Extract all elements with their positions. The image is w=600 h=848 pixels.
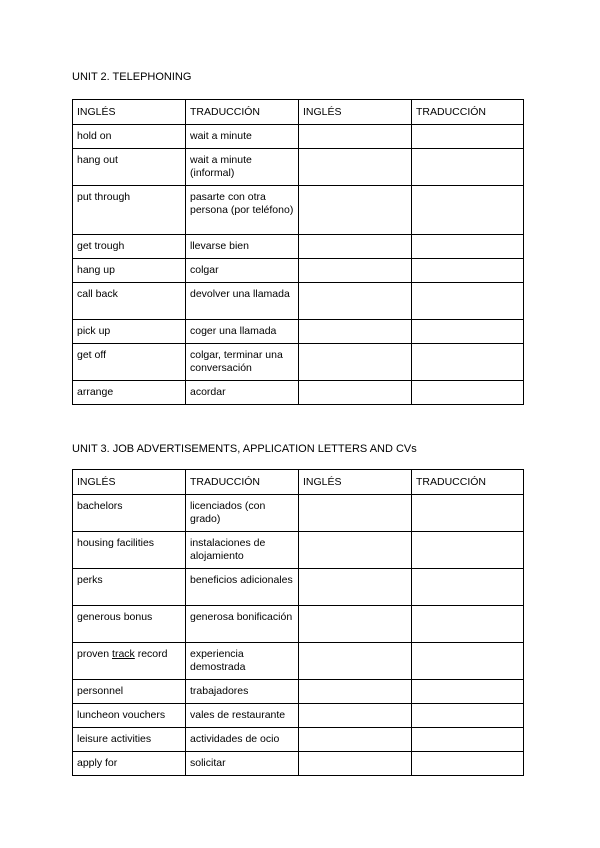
table-row (73, 283, 524, 320)
header-traduccion-2: TRADUCCIÓN (412, 470, 524, 495)
cell-translation-2 (412, 125, 524, 149)
table-row (73, 320, 524, 344)
table-row (73, 704, 524, 728)
cell-english-2 (299, 235, 412, 259)
cell-translation-2 (412, 532, 524, 569)
cell-english: perks (73, 569, 186, 606)
cell-english-2 (299, 606, 412, 643)
cell-english: luncheon vouchers (73, 704, 186, 728)
table-row (73, 235, 524, 259)
cell-english: arrange (73, 381, 186, 405)
header-traduccion: TRADUCCIÓN (186, 470, 299, 495)
term-part: proven (77, 648, 113, 660)
table-row (73, 752, 524, 776)
unit3-title: UNIT 3. JOB ADVERTISEMENTS, APPLICATION LETTERS AND CVs (72, 443, 417, 455)
table-row (73, 381, 524, 405)
table-row (73, 186, 524, 235)
cell-english-2 (299, 680, 412, 704)
cell-english-2 (299, 532, 412, 569)
cell-english-2 (299, 704, 412, 728)
cell-translation-2 (412, 381, 524, 405)
cell-english-2 (299, 149, 412, 186)
cell-english: hold on (73, 125, 186, 149)
cell-english-2 (299, 728, 412, 752)
cell-translation: trabajadores (186, 680, 299, 704)
table-row (73, 344, 524, 381)
cell-english-2 (299, 186, 412, 235)
header-traduccion-2: TRADUCCIÓN (412, 100, 524, 125)
cell-translation: licenciados (con grado) (186, 495, 299, 532)
unit2-title: UNIT 2. TELEPHONING (72, 71, 192, 83)
cell-translation: colgar (186, 259, 299, 283)
cell-english: housing facilities (73, 532, 186, 569)
cell-translation: acordar (186, 381, 299, 405)
cell-english: get off (73, 344, 186, 381)
cell-translation-2 (412, 186, 524, 235)
cell-translation: coger una llamada (186, 320, 299, 344)
cell-english: put through (73, 186, 186, 235)
cell-translation: pasarte con otra persona (por teléfono) (186, 186, 299, 235)
cell-english-2 (299, 643, 412, 680)
cell-translation: generosa bonificación (186, 606, 299, 643)
cell-translation: devolver una llamada (186, 283, 299, 320)
table-row (73, 728, 524, 752)
cell-english: apply for (73, 752, 186, 776)
unit2-vocab-table (72, 99, 524, 405)
term-part: record (134, 648, 168, 660)
cell-english-2 (299, 259, 412, 283)
cell-english-2 (299, 125, 412, 149)
cell-english-2 (299, 283, 412, 320)
cell-translation-2 (412, 235, 524, 259)
table-row (73, 149, 524, 186)
cell-translation-2 (412, 344, 524, 381)
header-ingles-2: INGLÉS (299, 470, 412, 495)
cell-translation: colgar, terminar una conversación (186, 344, 299, 381)
cell-english: leisure activities (73, 728, 186, 752)
cell-translation: instalaciones de alojamiento (186, 532, 299, 569)
table-row (73, 643, 524, 680)
cell-translation: wait a minute (informal) (186, 149, 299, 186)
header-ingles: INGLÉS (73, 100, 186, 125)
cell-translation-2 (412, 320, 524, 344)
cell-translation-2 (412, 643, 524, 680)
cell-english (73, 643, 186, 680)
cell-translation: vales de restaurante (186, 704, 299, 728)
term-underlined-part: track (112, 648, 135, 660)
cell-english: personnel (73, 680, 186, 704)
cell-english: call back (73, 283, 186, 320)
table-row (73, 680, 524, 704)
cell-english-2 (299, 381, 412, 405)
table-row (73, 569, 524, 606)
cell-english-2 (299, 752, 412, 776)
cell-english: bachelors (73, 495, 186, 532)
table-row (73, 125, 524, 149)
cell-english-2 (299, 344, 412, 381)
cell-translation-2 (412, 569, 524, 606)
cell-translation-2 (412, 149, 524, 186)
cell-english: hang out (73, 149, 186, 186)
unit3-vocab-table (72, 469, 524, 776)
cell-translation-2 (412, 495, 524, 532)
table-row (73, 259, 524, 283)
cell-translation: experiencia demostrada (186, 643, 299, 680)
cell-translation: wait a minute (186, 125, 299, 149)
cell-translation: llevarse bien (186, 235, 299, 259)
cell-english: get trough (73, 235, 186, 259)
table-row (73, 606, 524, 643)
cell-translation-2 (412, 259, 524, 283)
cell-english-2 (299, 495, 412, 532)
cell-translation: beneficios adicionales (186, 569, 299, 606)
cell-english-2 (299, 320, 412, 344)
cell-translation-2 (412, 606, 524, 643)
cell-translation-2 (412, 283, 524, 320)
cell-translation-2 (412, 752, 524, 776)
cell-english: generous bonus (73, 606, 186, 643)
cell-translation: solicitar (186, 752, 299, 776)
cell-translation: actividades de ocio (186, 728, 299, 752)
table-row (73, 532, 524, 569)
table-header-row (73, 100, 524, 125)
cell-translation-2 (412, 704, 524, 728)
table-row (73, 495, 524, 532)
header-ingles-2: INGLÉS (299, 100, 412, 125)
cell-english: hang up (73, 259, 186, 283)
cell-translation-2 (412, 680, 524, 704)
table-header-row (73, 470, 524, 495)
header-ingles: INGLÉS (73, 470, 186, 495)
cell-english-2 (299, 569, 412, 606)
cell-english: pick up (73, 320, 186, 344)
cell-translation-2 (412, 728, 524, 752)
header-traduccion: TRADUCCIÓN (186, 100, 299, 125)
